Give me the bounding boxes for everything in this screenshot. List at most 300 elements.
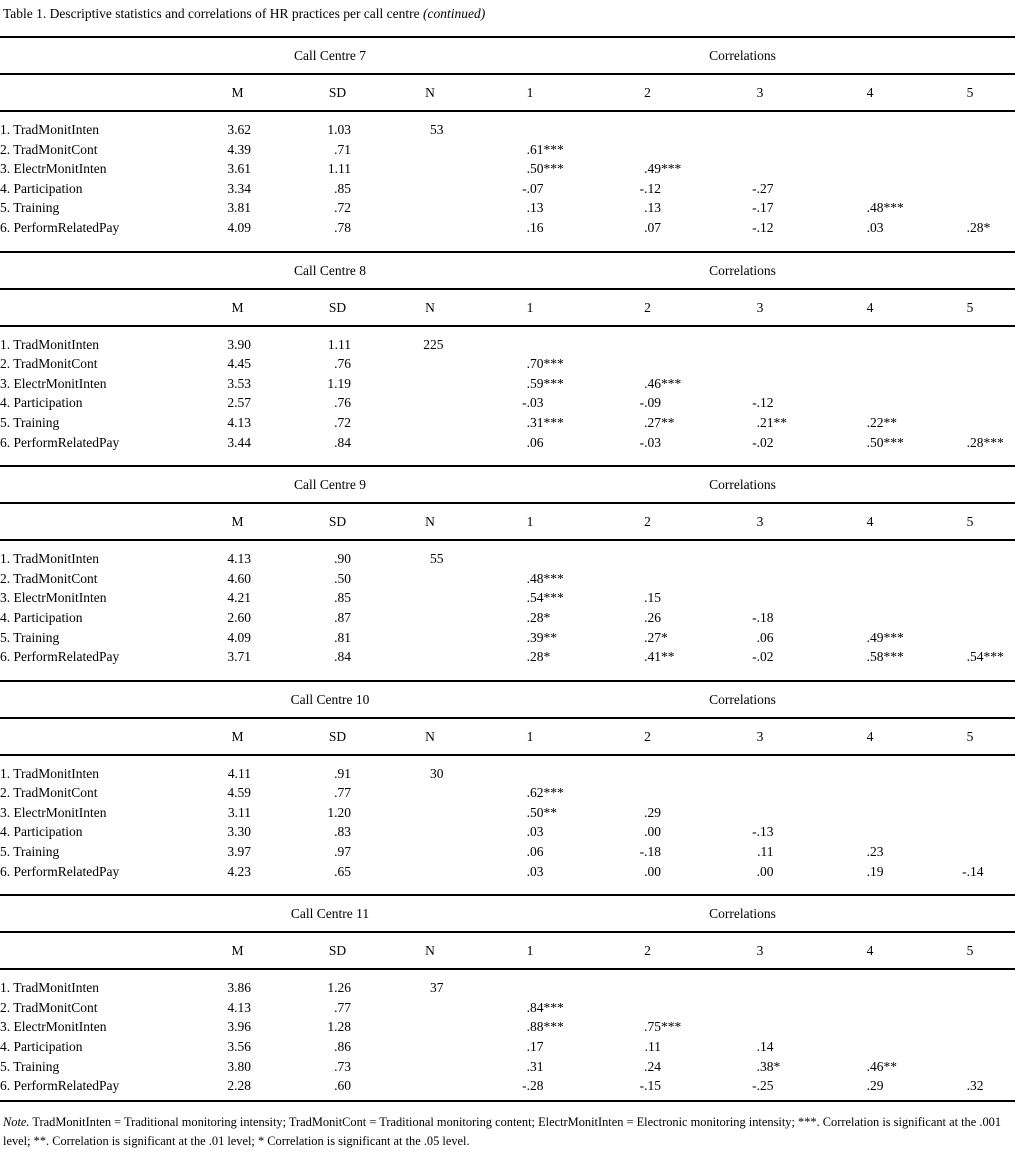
correlations-header: Correlations bbox=[709, 691, 776, 707]
correlation-value bbox=[925, 1076, 1015, 1100]
mean-value bbox=[190, 569, 285, 589]
stat-number: 3.61 bbox=[227, 161, 251, 177]
stat-number: 3.71 bbox=[227, 649, 251, 665]
stat-number: .59 bbox=[526, 375, 544, 391]
stat-number: 1.03 bbox=[327, 122, 351, 137]
stat-number: .77 bbox=[334, 999, 351, 1015]
stat-number: .50 bbox=[334, 570, 351, 586]
table-row bbox=[0, 647, 1015, 680]
correlation-value bbox=[590, 198, 705, 218]
correlation-value bbox=[705, 628, 815, 648]
stat-number: -.14 bbox=[962, 863, 984, 879]
stat-number: .03 bbox=[526, 824, 544, 840]
stat-number: .03 bbox=[526, 863, 544, 879]
sd-value bbox=[285, 1017, 390, 1037]
correlation-value bbox=[925, 179, 1015, 199]
table-row bbox=[0, 326, 1015, 355]
n-value bbox=[390, 803, 470, 823]
correlation-value bbox=[470, 198, 590, 218]
row-label: 1. TradMonitInten bbox=[0, 765, 100, 781]
correlation-value bbox=[705, 569, 815, 589]
correlation-value bbox=[590, 326, 705, 355]
correlation-value bbox=[590, 540, 705, 569]
correlation-value: .27** bbox=[590, 413, 705, 433]
sd-value bbox=[285, 393, 390, 413]
mean-value bbox=[190, 803, 285, 823]
correlation-value bbox=[590, 608, 705, 628]
note-label: Note. bbox=[3, 1114, 30, 1129]
correlation-value bbox=[470, 1037, 590, 1057]
stat-number: .46 bbox=[866, 1058, 884, 1074]
n-value bbox=[390, 393, 470, 413]
sd-value bbox=[285, 862, 390, 895]
correlation-value bbox=[815, 1017, 925, 1037]
n-value bbox=[390, 198, 470, 218]
correlation-value bbox=[925, 969, 1015, 998]
stat-number: .27 bbox=[644, 414, 662, 430]
stat-number: -.13 bbox=[752, 824, 774, 840]
stat-number: 1.20 bbox=[327, 804, 351, 820]
correlation-value bbox=[470, 862, 590, 895]
stat-number: .50 bbox=[526, 804, 544, 820]
correlation-value: .28* bbox=[925, 218, 1015, 251]
column-header: 3 bbox=[756, 299, 764, 315]
table-caption-continued: (continued) bbox=[423, 6, 486, 21]
correlation-value bbox=[470, 755, 590, 784]
column-header: N bbox=[425, 728, 435, 744]
n-value bbox=[390, 628, 470, 648]
mean-value bbox=[190, 140, 285, 160]
stat-number: .15 bbox=[644, 590, 662, 606]
section-title: Call Centre 8 bbox=[294, 262, 366, 278]
correlation-value bbox=[815, 1037, 925, 1057]
table-row bbox=[0, 140, 1015, 160]
column-header: 5 bbox=[966, 514, 974, 530]
stat-number: -.03 bbox=[522, 395, 544, 411]
n-value bbox=[390, 1037, 470, 1057]
stat-number: .84 bbox=[334, 434, 351, 450]
correlation-value bbox=[815, 179, 925, 199]
stat-number: 3.53 bbox=[227, 375, 251, 391]
stat-number: -.02 bbox=[752, 434, 774, 450]
stat-number: .14 bbox=[756, 1039, 774, 1055]
stat-number: 4.39 bbox=[227, 141, 251, 157]
stat-number: .27 bbox=[644, 629, 662, 645]
column-header: M bbox=[231, 514, 244, 530]
row-label: 6. PerformRelatedPay bbox=[0, 649, 120, 665]
row-label: 5. Training bbox=[0, 200, 60, 216]
sd-value bbox=[285, 569, 390, 589]
mean-value bbox=[190, 1076, 285, 1100]
correlation-value: .58*** bbox=[815, 647, 925, 680]
correlation-value: .54*** bbox=[925, 647, 1015, 680]
column-header: 1 bbox=[526, 299, 534, 315]
stat-number: .85 bbox=[334, 180, 351, 196]
mean-value bbox=[190, 755, 285, 784]
stat-number: .84 bbox=[526, 999, 544, 1015]
correlation-value bbox=[815, 862, 925, 895]
stat-number: .23 bbox=[866, 844, 884, 860]
call-centre-table bbox=[0, 251, 1015, 466]
stat-number: .21 bbox=[756, 414, 774, 430]
table-row bbox=[0, 783, 1015, 803]
stat-number: .28 bbox=[526, 649, 544, 665]
correlation-value bbox=[705, 540, 815, 569]
stat-number: .00 bbox=[644, 824, 662, 840]
n-value bbox=[390, 354, 470, 374]
correlation-value bbox=[815, 393, 925, 413]
correlation-value bbox=[590, 755, 705, 784]
column-header: 5 bbox=[966, 85, 974, 100]
table-row bbox=[0, 569, 1015, 589]
sd-value bbox=[285, 1076, 390, 1100]
sd-value bbox=[285, 140, 390, 160]
row-label: 4. Participation bbox=[0, 609, 83, 625]
correlation-value bbox=[815, 608, 925, 628]
sd-value bbox=[285, 588, 390, 608]
n-value bbox=[390, 842, 470, 862]
stat-number: 3.86 bbox=[227, 980, 251, 996]
correlation-value bbox=[815, 998, 925, 1018]
table-row bbox=[0, 1057, 1015, 1077]
stat-number: .81 bbox=[334, 629, 351, 645]
stat-number: 4.09 bbox=[227, 629, 251, 645]
correlation-value bbox=[815, 588, 925, 608]
table-row bbox=[0, 413, 1015, 433]
mean-value bbox=[190, 628, 285, 648]
section-header-row bbox=[0, 895, 1015, 932]
correlation-value bbox=[815, 326, 925, 355]
correlation-value bbox=[815, 822, 925, 842]
table-row bbox=[0, 822, 1015, 842]
stat-number: .48 bbox=[866, 200, 884, 216]
correlation-value bbox=[470, 111, 590, 140]
sd-value bbox=[285, 755, 390, 784]
correlation-value bbox=[705, 588, 815, 608]
column-header: SD bbox=[328, 85, 347, 100]
section-header-row bbox=[0, 252, 1015, 289]
mean-value bbox=[190, 1017, 285, 1037]
correlation-value: .38* bbox=[705, 1057, 815, 1077]
section-header-row bbox=[0, 37, 1015, 74]
mean-value bbox=[190, 1037, 285, 1057]
row-label: 1. TradMonitInten bbox=[0, 980, 100, 996]
correlation-value: .28*** bbox=[925, 433, 1015, 466]
stat-number: .19 bbox=[866, 863, 884, 879]
correlation-value: .84*** bbox=[470, 998, 590, 1018]
column-header-row bbox=[0, 289, 1015, 326]
stat-number: -.28 bbox=[522, 1078, 544, 1094]
n-value bbox=[390, 326, 470, 355]
stat-number: .28 bbox=[966, 219, 984, 235]
row-label: 5. Training bbox=[0, 844, 60, 860]
column-header: N bbox=[425, 299, 435, 315]
stat-number: .28 bbox=[526, 609, 544, 625]
sd-value bbox=[285, 111, 390, 140]
column-header-spacer bbox=[0, 718, 190, 755]
n-value bbox=[390, 998, 470, 1018]
stat-number: 225 bbox=[423, 336, 444, 352]
correlation-value bbox=[925, 862, 1015, 895]
stat-number: .16 bbox=[526, 219, 544, 235]
correlation-value bbox=[590, 803, 705, 823]
correlation-value bbox=[705, 326, 815, 355]
correlation-value bbox=[705, 198, 815, 218]
row-label: 1. TradMonitInten bbox=[0, 336, 100, 352]
stat-number: -.17 bbox=[752, 200, 774, 216]
correlation-value bbox=[590, 1076, 705, 1100]
row-label: 2. TradMonitCont bbox=[0, 141, 98, 157]
column-header: SD bbox=[328, 728, 347, 744]
correlation-value bbox=[815, 755, 925, 784]
stat-number: -.27 bbox=[752, 180, 774, 196]
n-value bbox=[390, 111, 470, 140]
stat-number: .46 bbox=[644, 375, 662, 391]
table-caption bbox=[0, 6, 1015, 22]
stat-number: 2.57 bbox=[227, 395, 251, 411]
mean-value bbox=[190, 783, 285, 803]
table-row bbox=[0, 198, 1015, 218]
column-header-spacer bbox=[0, 74, 190, 111]
stat-number: .26 bbox=[644, 609, 662, 625]
n-value bbox=[390, 413, 470, 433]
column-header: 4 bbox=[866, 85, 874, 100]
stat-number: -.25 bbox=[752, 1078, 774, 1094]
sd-value bbox=[285, 218, 390, 251]
correlation-value: .49*** bbox=[590, 159, 705, 179]
column-header: SD bbox=[328, 943, 347, 959]
correlation-value bbox=[815, 842, 925, 862]
sd-value bbox=[285, 969, 390, 998]
sd-value bbox=[285, 608, 390, 628]
correlation-value bbox=[705, 140, 815, 160]
stat-number: -.12 bbox=[752, 395, 774, 411]
row-label: 1. TradMonitInten bbox=[0, 551, 100, 567]
correlation-value bbox=[925, 803, 1015, 823]
stat-number: -.18 bbox=[752, 609, 774, 625]
correlation-value bbox=[470, 822, 590, 842]
n-value bbox=[390, 540, 470, 569]
correlation-value bbox=[590, 218, 705, 251]
column-header: 3 bbox=[756, 728, 764, 744]
stat-number: .87 bbox=[334, 609, 351, 625]
n-value bbox=[390, 588, 470, 608]
sd-value bbox=[285, 998, 390, 1018]
stat-number: 4.09 bbox=[227, 219, 251, 235]
correlation-value: .28* bbox=[470, 647, 590, 680]
section-title: Call Centre 7 bbox=[294, 48, 366, 63]
correlation-value bbox=[590, 354, 705, 374]
mean-value bbox=[190, 842, 285, 862]
correlation-value bbox=[925, 755, 1015, 784]
stat-number: .90 bbox=[334, 551, 351, 567]
stat-number: .85 bbox=[334, 590, 351, 606]
n-value bbox=[390, 647, 470, 680]
correlation-value bbox=[925, 111, 1015, 140]
stat-number: 4.45 bbox=[227, 356, 251, 372]
stat-number: .49 bbox=[866, 629, 884, 645]
correlation-value: .62*** bbox=[470, 783, 590, 803]
sd-value bbox=[285, 354, 390, 374]
column-header: 5 bbox=[966, 943, 974, 959]
table-row bbox=[0, 218, 1015, 251]
correlation-value: .50** bbox=[470, 803, 590, 823]
correlation-value bbox=[705, 433, 815, 466]
column-header-row bbox=[0, 932, 1015, 969]
column-header: SD bbox=[328, 299, 347, 315]
column-header: 4 bbox=[866, 299, 874, 315]
section-title: Call Centre 9 bbox=[294, 477, 366, 493]
call-centre-table bbox=[0, 36, 1015, 251]
table-row bbox=[0, 374, 1015, 394]
row-label: 5. Training bbox=[0, 414, 60, 430]
stat-number: 37 bbox=[430, 980, 444, 996]
stat-number: .13 bbox=[526, 200, 544, 216]
stat-number: .29 bbox=[866, 1078, 884, 1094]
correlation-value: .48*** bbox=[470, 569, 590, 589]
column-header-spacer bbox=[0, 289, 190, 326]
row-label: 3. ElectrMonitInten bbox=[0, 161, 107, 177]
table-bottom-rule bbox=[0, 1100, 1015, 1102]
mean-value bbox=[190, 433, 285, 466]
table-row bbox=[0, 969, 1015, 998]
correlation-value bbox=[470, 179, 590, 199]
correlation-value bbox=[925, 354, 1015, 374]
column-header: 2 bbox=[644, 728, 651, 744]
column-header-row bbox=[0, 74, 1015, 111]
section-title: Call Centre 10 bbox=[290, 691, 370, 707]
correlation-value bbox=[815, 783, 925, 803]
table-row bbox=[0, 755, 1015, 784]
column-header: 5 bbox=[966, 299, 974, 315]
correlation-value bbox=[590, 1057, 705, 1077]
n-value bbox=[390, 862, 470, 895]
correlation-value bbox=[590, 822, 705, 842]
correlation-value bbox=[470, 218, 590, 251]
table-caption-text: Table 1. Descriptive statistics and correlations of HR practices per call centre bbox=[3, 6, 424, 21]
stat-number: .00 bbox=[756, 863, 774, 879]
correlation-value bbox=[705, 393, 815, 413]
stat-number: 3.44 bbox=[227, 434, 251, 450]
correlation-value: .49*** bbox=[815, 628, 925, 648]
section-header-spacer bbox=[0, 681, 190, 718]
mean-value bbox=[190, 179, 285, 199]
correlation-value bbox=[705, 608, 815, 628]
correlation-value: .70*** bbox=[470, 354, 590, 374]
correlation-value bbox=[815, 111, 925, 140]
row-label: 2. TradMonitCont bbox=[0, 356, 98, 372]
row-label: 3. ElectrMonitInten bbox=[0, 1019, 107, 1035]
correlations-header: Correlations bbox=[709, 262, 776, 278]
table-row bbox=[0, 179, 1015, 199]
stat-number: .72 bbox=[334, 414, 351, 430]
sd-value bbox=[285, 647, 390, 680]
row-label: 6. PerformRelatedPay bbox=[0, 863, 120, 879]
column-header: N bbox=[425, 514, 435, 530]
stat-number: .31 bbox=[526, 1058, 544, 1074]
correlation-value bbox=[470, 842, 590, 862]
sd-value bbox=[285, 540, 390, 569]
mean-value bbox=[190, 1057, 285, 1077]
row-label: 6. PerformRelatedPay bbox=[0, 434, 120, 450]
correlation-value bbox=[705, 647, 815, 680]
stat-number: 3.62 bbox=[227, 122, 251, 137]
stat-number: 1.11 bbox=[327, 336, 351, 352]
table-row bbox=[0, 393, 1015, 413]
column-header: SD bbox=[328, 514, 347, 530]
table-row bbox=[0, 159, 1015, 179]
stat-number: .62 bbox=[526, 785, 544, 801]
table-row bbox=[0, 1017, 1015, 1037]
stat-number: .11 bbox=[644, 1039, 661, 1055]
n-value bbox=[390, 822, 470, 842]
correlation-value: .88*** bbox=[470, 1017, 590, 1037]
column-header: 3 bbox=[756, 943, 764, 959]
correlation-value bbox=[590, 862, 705, 895]
correlation-value bbox=[925, 628, 1015, 648]
table-row bbox=[0, 588, 1015, 608]
correlation-value bbox=[470, 1076, 590, 1100]
sd-value bbox=[285, 433, 390, 466]
correlations-header: Correlations bbox=[709, 906, 776, 922]
stat-number: .32 bbox=[966, 1078, 984, 1094]
correlation-value: .54*** bbox=[470, 588, 590, 608]
table-row bbox=[0, 998, 1015, 1018]
table-sections bbox=[0, 36, 1015, 1100]
stat-number: 1.19 bbox=[327, 375, 351, 391]
table-row bbox=[0, 608, 1015, 628]
sd-value bbox=[285, 159, 390, 179]
correlation-value bbox=[925, 393, 1015, 413]
correlation-value bbox=[815, 159, 925, 179]
mean-value bbox=[190, 588, 285, 608]
correlation-value bbox=[705, 111, 815, 140]
correlation-value: .50*** bbox=[470, 159, 590, 179]
stat-number: .28 bbox=[966, 434, 984, 450]
column-header: 1 bbox=[526, 943, 534, 959]
sd-value bbox=[285, 326, 390, 355]
correlation-value bbox=[815, 1076, 925, 1100]
stat-number: .11 bbox=[757, 844, 774, 860]
correlation-value bbox=[925, 822, 1015, 842]
stat-number: .84 bbox=[334, 649, 351, 665]
correlation-value bbox=[705, 374, 815, 394]
correlation-value bbox=[925, 326, 1015, 355]
stat-number: -.07 bbox=[522, 180, 544, 196]
stat-number: .49 bbox=[644, 161, 662, 177]
correlation-value bbox=[705, 998, 815, 1018]
stat-number: 4.13 bbox=[227, 999, 251, 1015]
row-label: 2. TradMonitCont bbox=[0, 999, 98, 1015]
mean-value bbox=[190, 374, 285, 394]
correlation-value bbox=[815, 218, 925, 251]
row-label: 2. TradMonitCont bbox=[0, 785, 98, 801]
n-value bbox=[390, 140, 470, 160]
correlation-value bbox=[925, 569, 1015, 589]
row-label: 6. PerformRelatedPay bbox=[0, 219, 120, 235]
table-row bbox=[0, 842, 1015, 862]
section-header-row bbox=[0, 681, 1015, 718]
stat-number: .78 bbox=[334, 219, 351, 235]
column-header: 4 bbox=[866, 728, 874, 744]
mean-value bbox=[190, 608, 285, 628]
stat-number: 4.11 bbox=[227, 765, 251, 781]
correlation-value bbox=[925, 1037, 1015, 1057]
stat-number: 3.11 bbox=[227, 804, 251, 820]
row-label: 4. Participation bbox=[0, 180, 83, 196]
section-header-row bbox=[0, 466, 1015, 503]
correlation-value bbox=[470, 1057, 590, 1077]
